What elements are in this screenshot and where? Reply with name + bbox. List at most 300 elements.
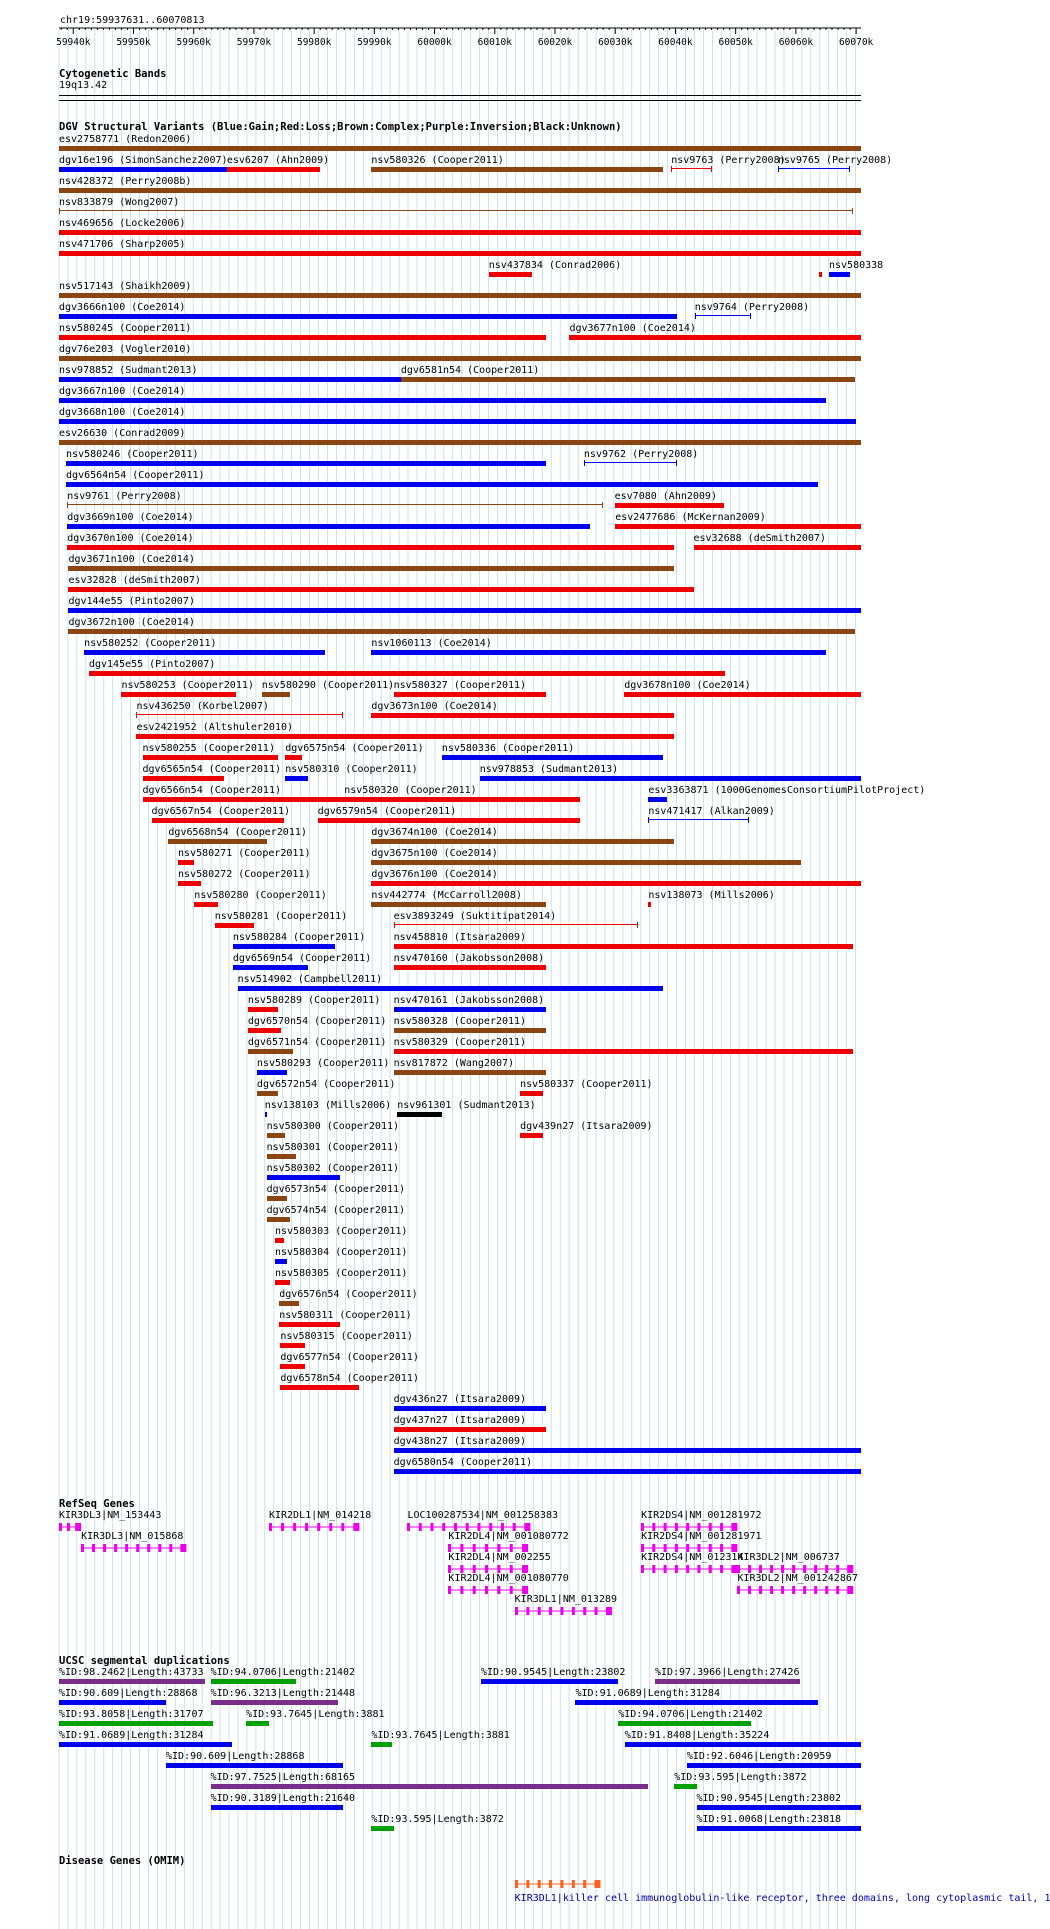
segdup-bar[interactable]: [371, 1826, 393, 1831]
segdup-bar[interactable]: [246, 1721, 269, 1726]
variant-label[interactable]: nsv580284 (Cooper2011): [232, 932, 366, 943]
variant-bar[interactable]: [215, 923, 254, 928]
gene-model[interactable]: [515, 1605, 614, 1617]
variant-bar[interactable]: [394, 1448, 861, 1453]
variant-label[interactable]: dgv3668n100 (Coe2014): [59, 407, 186, 418]
variant-bar[interactable]: [248, 1049, 293, 1054]
variant-label[interactable]: nsv580338: [829, 260, 884, 271]
variant-label[interactable]: nsv580327 (Cooper2011): [393, 680, 527, 691]
segdup-label[interactable]: %ID:90.609|Length:28868: [59, 1688, 198, 1699]
variant-label[interactable]: dgv3666n100 (Coe2014): [59, 302, 186, 313]
variant-label[interactable]: esv26630 (Conrad2009): [59, 428, 186, 439]
variant-bar[interactable]: [59, 377, 401, 382]
variant-label[interactable]: nsv580311 (Cooper2011): [279, 1310, 412, 1321]
variant-bar[interactable]: [194, 902, 217, 907]
gene-exon: [572, 1607, 575, 1615]
variant-bar[interactable]: [318, 818, 581, 823]
variant-label[interactable]: esv2758771 (Redon2006): [59, 134, 192, 145]
scale-ruler[interactable]: [0, 24, 890, 54]
variant-label[interactable]: nsv138073 (Mills2006): [648, 890, 775, 901]
gene-label[interactable]: KIR2DS4|NM_001281972: [641, 1510, 762, 1521]
variant-label[interactable]: nsv580293 (Cooper2011): [256, 1058, 390, 1069]
variant-bar[interactable]: [267, 1133, 286, 1138]
variant-bar[interactable]: [59, 356, 861, 361]
variant-bar[interactable]: [275, 1238, 284, 1243]
variant-bar[interactable]: [371, 713, 674, 718]
variant-bar[interactable]: [66, 482, 818, 487]
variant-bar[interactable]: [344, 797, 580, 802]
variant-bar[interactable]: [67, 524, 590, 529]
variant-bar[interactable]: [394, 1406, 546, 1411]
variant-bar[interactable]: [648, 819, 749, 820]
gene-label[interactable]: KIR2DS4|NM_012314: [641, 1552, 744, 1563]
variant-bar[interactable]: [279, 1322, 340, 1327]
variant-label[interactable]: dgv3667n100 (Coe2014): [59, 386, 186, 397]
variant-label[interactable]: nsv9761 (Perry2008): [67, 491, 182, 502]
variant-label[interactable]: nsv428372 (Perry2008b): [59, 176, 192, 187]
variant-bar[interactable]: [227, 167, 320, 172]
variant-label[interactable]: dgv3672n100 (Coe2014): [68, 617, 195, 628]
variant-label[interactable]: nsv580252 (Cooper2011): [84, 638, 217, 649]
variant-bar[interactable]: [238, 986, 664, 991]
variant-bar[interactable]: [285, 776, 308, 781]
variant-bar[interactable]: [267, 1154, 297, 1159]
segdup-label[interactable]: %ID:90.9545|Length:23802: [480, 1667, 626, 1678]
variant-label[interactable]: nsv580315 (Cooper2011): [280, 1331, 413, 1342]
variant-bar[interactable]: [648, 797, 667, 802]
gene-label[interactable]: KIR2DL4|NM_001080770: [448, 1573, 569, 1584]
gene-exon: [731, 1544, 737, 1552]
variant-label[interactable]: nsv580300 (Cooper2011): [266, 1121, 400, 1132]
variant-label[interactable]: dgv6581n54 (Cooper2011): [400, 365, 540, 376]
segdup-label[interactable]: %ID:92.6046|Length:20959: [686, 1751, 832, 1762]
segdup-label[interactable]: %ID:94.0706|Length:21402: [618, 1709, 763, 1720]
segdup-label[interactable]: %ID:90.9545|Length:23802: [696, 1793, 842, 1804]
variant-bar[interactable]: [520, 1133, 543, 1138]
variant-bar[interactable]: [615, 503, 724, 508]
cytoband-label[interactable]: 19q13.42: [59, 80, 108, 91]
variant-bar[interactable]: [121, 692, 235, 697]
variant-label[interactable]: esv3893249 (Suktitipat2014): [393, 911, 557, 922]
variant-bar[interactable]: [280, 1364, 305, 1369]
variant-bar[interactable]: [671, 168, 711, 169]
segdup-bar[interactable]: [211, 1784, 649, 1789]
variant-bar[interactable]: [178, 881, 201, 886]
variant-bar[interactable]: [275, 1259, 287, 1264]
gene-exon: [510, 1544, 513, 1552]
variant-label[interactable]: nsv580328 (Cooper2011): [393, 1016, 527, 1027]
variant-label[interactable]: dgv6578n54 (Cooper2011): [280, 1373, 419, 1384]
variant-bar[interactable]: [694, 545, 861, 550]
gene-model[interactable]: [59, 1521, 83, 1533]
gene-model[interactable]: [269, 1521, 361, 1533]
variant-label[interactable]: esv7080 (Ahn2009): [614, 491, 717, 502]
segdup-bar[interactable]: [211, 1805, 343, 1810]
variant-label[interactable]: dgv439n27 (Itsara2009): [520, 1121, 653, 1132]
variant-label[interactable]: nsv580310 (Cooper2011): [285, 764, 418, 775]
variant-label[interactable]: nsv9765 (Perry2008): [777, 155, 893, 166]
segdup-bar[interactable]: [166, 1763, 343, 1768]
variant-bar[interactable]: [68, 608, 861, 613]
variant-label[interactable]: dgv3673n100 (Coe2014): [371, 701, 498, 712]
variant-label[interactable]: esv32828 (deSmith2007): [68, 575, 201, 586]
variant-bar[interactable]: [233, 965, 308, 970]
omim-label[interactable]: KIR3DL1|killer cell immunoglobulin-like receptor, three domains, long cytoplasmic tail, 1: [514, 1893, 1050, 1904]
segdup-label[interactable]: %ID:96.3213|Length:21448: [210, 1688, 356, 1699]
variant-label[interactable]: nsv580301 (Cooper2011): [266, 1142, 400, 1153]
variant-bar[interactable]: [143, 755, 278, 760]
ruler-tick-label: 59990k: [357, 37, 392, 48]
segdup-bar[interactable]: [371, 1742, 392, 1747]
segdup-label[interactable]: %ID:91.8408|Length:35224: [624, 1730, 770, 1741]
variant-bar[interactable]: [68, 587, 693, 592]
variant-label[interactable]: dgv76e203 (Vogler2010): [59, 344, 192, 355]
variant-bar[interactable]: [59, 210, 853, 211]
variant-label[interactable]: dgv3671n100 (Coe2014): [68, 554, 195, 565]
variant-label[interactable]: nsv978852 (Sudmant2013): [59, 365, 198, 376]
variant-label[interactable]: dgv6574n54 (Cooper2011): [266, 1205, 406, 1216]
variant-bar[interactable]: [136, 734, 674, 739]
variant-bar[interactable]: [394, 1469, 861, 1474]
variant-label[interactable]: nsv961301 (Sudmant2013): [397, 1100, 536, 1111]
gene-exon: [652, 1523, 655, 1531]
variant-label[interactable]: nsv471417 (Alkan2009): [648, 806, 775, 817]
variant-bar[interactable]: [59, 146, 861, 151]
variant-bar[interactable]: [59, 398, 826, 403]
variant-label[interactable]: dgv6580n54 (Cooper2011): [393, 1457, 533, 1468]
segdup-bar[interactable]: [59, 1679, 205, 1684]
gene-exon: [748, 1565, 751, 1573]
variant-label[interactable]: nsv580305 (Cooper2011): [274, 1268, 408, 1279]
variant-bar[interactable]: [84, 650, 325, 655]
segdup-bar[interactable]: [697, 1826, 861, 1831]
gene-model[interactable]: [641, 1563, 739, 1575]
variant-label[interactable]: nsv436250 (Korbel2007): [136, 701, 269, 712]
variant-label[interactable]: dgv3669n100 (Coe2014): [67, 512, 194, 523]
variant-bar[interactable]: [394, 692, 546, 697]
variant-label[interactable]: nsv580329 (Cooper2011): [393, 1037, 527, 1048]
variant-bar[interactable]: [136, 714, 343, 715]
variant-label[interactable]: nsv517143 (Shaikh2009): [59, 281, 192, 292]
variant-label[interactable]: dgv6576n54 (Cooper2011): [279, 1289, 418, 1300]
variant-label[interactable]: esv32688 (deSmith2007): [693, 533, 826, 544]
variant-bar[interactable]: [648, 902, 650, 907]
variant-label[interactable]: dgv6567n54 (Cooper2011): [151, 806, 291, 817]
variant-bar[interactable]: [67, 504, 603, 505]
variant-label[interactable]: nsv471706 (Sharp2005): [59, 239, 186, 250]
segdup-bar[interactable]: [211, 1700, 339, 1705]
variant-bar[interactable]: [143, 797, 345, 802]
segdup-label[interactable]: %ID:90.609|Length:28868: [166, 1751, 305, 1762]
variant-label[interactable]: dgv436n27 (Itsara2009): [393, 1394, 527, 1405]
variant-bar[interactable]: [394, 944, 853, 949]
variant-bar[interactable]: [624, 692, 861, 697]
variant-label[interactable]: dgv438n27 (Itsara2009): [393, 1436, 527, 1447]
variant-bar[interactable]: [394, 1049, 853, 1054]
variant-bar[interactable]: [59, 419, 856, 424]
dgv-track-title[interactable]: DGV Structural Variants (Blue:Gain;Red:Loss;Brown:Complex;Purple:Inversion;Black:Unknown): [59, 121, 622, 133]
variant-label[interactable]: nsv580280 (Cooper2011): [194, 890, 327, 901]
segdup-label[interactable]: %ID:91.0689|Length:31284: [59, 1730, 204, 1741]
segdup-bar[interactable]: [481, 1679, 618, 1684]
variant-bar[interactable]: [371, 839, 674, 844]
variant-bar[interactable]: [394, 924, 638, 925]
variant-bar[interactable]: [59, 167, 227, 172]
variant-label[interactable]: dgv6575n54 (Cooper2011): [285, 743, 424, 754]
variant-bar[interactable]: [265, 1112, 267, 1117]
segdup-bar[interactable]: [674, 1784, 696, 1789]
variant-label[interactable]: nsv580337 (Cooper2011): [520, 1079, 653, 1090]
variant-bar[interactable]: [279, 1301, 299, 1306]
variant-bar[interactable]: [59, 230, 861, 235]
gene-label[interactable]: KIR2DL4|NM_001080772: [448, 1531, 569, 1542]
variant-bar[interactable]: [152, 818, 284, 823]
variant-label[interactable]: nsv580320 (Cooper2011): [344, 785, 477, 796]
variant-label[interactable]: esv2421952 (Altshuler2010): [136, 722, 294, 733]
variant-label[interactable]: nsv580303 (Cooper2011): [274, 1226, 408, 1237]
segdup-bar[interactable]: [59, 1700, 166, 1705]
segdup-label[interactable]: %ID:91.0068|Length:23818: [696, 1814, 842, 1825]
segdup-bar[interactable]: [697, 1805, 861, 1810]
segdup-label[interactable]: %ID:91.0689|Length:31284: [575, 1688, 720, 1699]
variant-label[interactable]: dgv6569n54 (Cooper2011): [232, 953, 372, 964]
gene-label[interactable]: KIR3DL3|NM_153443: [59, 1510, 162, 1521]
variant-label[interactable]: nsv580281 (Cooper2011): [214, 911, 348, 922]
variant-label[interactable]: dgv3677n100 (Coe2014): [569, 323, 696, 334]
refseq-track-title[interactable]: RefSeq Genes: [59, 1498, 135, 1510]
variant-bar[interactable]: [68, 629, 855, 634]
variant-label[interactable]: nsv580289 (Cooper2011): [247, 995, 381, 1006]
segdup-bar[interactable]: [59, 1742, 232, 1747]
variant-label[interactable]: dgv3676n100 (Coe2014): [371, 869, 498, 880]
segdup-bar[interactable]: [618, 1721, 750, 1726]
variant-bar[interactable]: [280, 1385, 359, 1390]
variant-bar[interactable]: [143, 776, 224, 781]
variant-label[interactable]: nsv138103 (Mills2006): [264, 1100, 392, 1111]
segdup-track-title[interactable]: UCSC segmental duplications: [59, 1655, 230, 1667]
variant-label[interactable]: nsv580246 (Cooper2011): [66, 449, 199, 460]
variant-bar[interactable]: [66, 461, 546, 466]
variant-bar[interactable]: [178, 860, 194, 865]
variant-bar[interactable]: [584, 462, 677, 463]
variant-bar[interactable]: [275, 1280, 290, 1285]
variant-label[interactable]: dgv3675n100 (Coe2014): [371, 848, 498, 859]
variant-bar-endcap: [695, 313, 696, 319]
variant-label[interactable]: dgv16e196 (SimonSanchez2007): [59, 155, 228, 166]
variant-bar[interactable]: [67, 545, 674, 550]
segdup-label[interactable]: %ID:97.3966|Length:27426: [654, 1667, 800, 1678]
variant-bar[interactable]: [267, 1175, 340, 1180]
segdup-bar[interactable]: [687, 1763, 861, 1768]
variant-bar[interactable]: [394, 1028, 546, 1033]
segdup-bar[interactable]: [59, 1721, 213, 1726]
variant-bar[interactable]: [257, 1070, 287, 1075]
variant-bar[interactable]: [371, 860, 800, 865]
variant-bar[interactable]: [285, 755, 302, 760]
variant-bar[interactable]: [257, 1091, 278, 1096]
omim-track-title[interactable]: Disease Genes (OMIM): [59, 1855, 186, 1867]
variant-bar[interactable]: [401, 377, 855, 382]
segdup-label[interactable]: %ID:94.0706|Length:21402: [210, 1667, 356, 1678]
variant-label[interactable]: dgv145e55 (Pinto2007): [88, 659, 216, 670]
variant-label[interactable]: dgv3670n100 (Coe2014): [67, 533, 194, 544]
variant-label[interactable]: nsv978853 (Sudmant2013): [479, 764, 619, 775]
variant-label[interactable]: nsv580290 (Cooper2011): [261, 680, 395, 691]
variant-label[interactable]: dgv6571n54 (Cooper2011): [247, 1037, 387, 1048]
gene-exon: [815, 1565, 818, 1573]
variant-bar[interactable]: [371, 881, 861, 886]
segdup-label[interactable]: %ID:98.2462|Length:43733: [59, 1667, 204, 1678]
variant-label[interactable]: nsv580336 (Cooper2011): [441, 743, 575, 754]
variant-bar[interactable]: [442, 755, 664, 760]
variant-label[interactable]: dgv6579n54 (Cooper2011): [317, 806, 457, 817]
variant-label[interactable]: dgv6565n54 (Cooper2011): [142, 764, 281, 775]
variant-bar[interactable]: [89, 671, 725, 676]
variant-bar[interactable]: [569, 335, 861, 340]
gene-label[interactable]: KIR3DL1|NM_013289: [514, 1594, 618, 1605]
segdup-bar[interactable]: [655, 1679, 800, 1684]
segdup-label[interactable]: %ID:93.8058|Length:31707: [59, 1709, 204, 1720]
variant-bar[interactable]: [59, 335, 546, 340]
variant-bar[interactable]: [248, 1028, 281, 1033]
gene-model[interactable]: [81, 1542, 188, 1554]
segdup-bar[interactable]: [211, 1679, 297, 1684]
variant-label[interactable]: esv6207 (Ahn2009): [226, 155, 330, 166]
gene-model[interactable]: [737, 1584, 855, 1596]
gene-label[interactable]: KIR2DL4|NM_002255: [448, 1552, 551, 1563]
variant-label[interactable]: dgv3674n100 (Coe2014): [371, 827, 498, 838]
gene-exon: [748, 1586, 751, 1594]
variant-bar[interactable]: [397, 1112, 442, 1117]
variant-label[interactable]: dgv6570n54 (Cooper2011): [247, 1016, 387, 1027]
variant-bar[interactable]: [59, 188, 861, 193]
variant-label[interactable]: nsv514902 (Campbell2011): [237, 974, 383, 985]
variant-label[interactable]: nsv1060113 (Coe2014): [371, 638, 492, 649]
gene-exon: [293, 1523, 296, 1531]
gene-label[interactable]: LOC100287534|NM_001258383: [407, 1510, 558, 1521]
gene-exon: [698, 1523, 701, 1531]
segdup-label[interactable]: %ID:93.595|Length:3872: [371, 1814, 504, 1825]
ruler-tick-label: 59960k: [176, 37, 211, 48]
variant-label[interactable]: nsv580271 (Cooper2011): [178, 848, 311, 859]
variant-bar[interactable]: [778, 168, 850, 169]
gene-label[interactable]: KIR3DL2|NM_006737: [737, 1552, 840, 1563]
variant-label[interactable]: nsv580245 (Cooper2011): [59, 323, 192, 334]
variant-bar[interactable]: [520, 1091, 543, 1096]
variant-label[interactable]: nsv437834 (Conrad2006): [488, 260, 622, 271]
variant-label[interactable]: nsv580302 (Cooper2011): [266, 1163, 400, 1174]
segdup-label[interactable]: %ID:93.7645|Length:3881: [246, 1709, 385, 1720]
variant-bar[interactable]: [280, 1343, 305, 1348]
variant-bar[interactable]: [819, 272, 822, 277]
variant-bar[interactable]: [371, 650, 826, 655]
variant-label[interactable]: nsv442774 (McCarroll2008): [371, 890, 522, 901]
variant-label[interactable]: nsv469656 (Locke2006): [59, 218, 186, 229]
variant-label[interactable]: dgv6573n54 (Cooper2011): [266, 1184, 406, 1195]
variant-bar[interactable]: [615, 524, 861, 529]
segdup-bar[interactable]: [575, 1700, 817, 1705]
variant-label[interactable]: nsv580255 (Cooper2011): [142, 743, 275, 754]
cytoband-track-title[interactable]: Cytogenetic Bands: [59, 68, 167, 80]
variant-label[interactable]: nsv9763 (Perry2008): [671, 155, 786, 166]
gene-label[interactable]: KIR3DL2|NM_001242867: [737, 1573, 858, 1584]
variant-bar[interactable]: [489, 272, 532, 277]
variant-bar[interactable]: [168, 839, 267, 844]
gene-exon: [103, 1544, 106, 1552]
variant-label[interactable]: nsv9764 (Perry2008): [694, 302, 810, 313]
variant-label[interactable]: nsv580326 (Cooper2011): [371, 155, 504, 166]
gene-exon: [67, 1523, 70, 1531]
variant-bar[interactable]: [394, 965, 546, 970]
variant-label[interactable]: dgv6572n54 (Cooper2011): [256, 1079, 396, 1090]
gene-exon: [498, 1586, 501, 1594]
variant-bar-endcap: [676, 460, 677, 466]
gene-exon: [641, 1544, 644, 1552]
segdup-label[interactable]: %ID:93.7645|Length:3881: [371, 1730, 510, 1741]
variant-bar[interactable]: [394, 1070, 546, 1075]
variant-label[interactable]: dgv6564n54 (Cooper2011): [66, 470, 205, 481]
gene-label[interactable]: KIR2DS4|NM_001281971: [641, 1531, 762, 1542]
variant-bar[interactable]: [480, 776, 861, 781]
segdup-label[interactable]: %ID:93.595|Length:3872: [674, 1772, 807, 1783]
ruler-tick-label: 60040k: [658, 37, 693, 48]
gene-label[interactable]: KIR3DL3|NM_015868: [81, 1531, 184, 1542]
variant-bar[interactable]: [248, 1007, 278, 1012]
variant-bar[interactable]: [829, 272, 850, 277]
variant-label[interactable]: nsv817872 (Wang2007): [393, 1058, 515, 1069]
gene-exon: [826, 1565, 829, 1573]
variant-bar[interactable]: [695, 315, 751, 316]
variant-bar[interactable]: [59, 314, 677, 319]
variant-bar[interactable]: [371, 167, 663, 172]
variant-label[interactable]: dgv3678n100 (Coe2014): [624, 680, 751, 691]
variant-bar[interactable]: [394, 1007, 546, 1012]
variant-label[interactable]: dgv6568n54 (Cooper2011): [168, 827, 307, 838]
variant-label[interactable]: nsv9762 (Perry2008): [583, 449, 699, 460]
variant-label[interactable]: nsv470161 (Jakobsson2008): [393, 995, 545, 1006]
variant-bar[interactable]: [371, 902, 546, 907]
variant-bar[interactable]: [68, 566, 674, 571]
gene-label[interactable]: KIR2DL1|NM_014218: [268, 1510, 372, 1521]
variant-label[interactable]: nsv580272 (Cooper2011): [178, 869, 311, 880]
segdup-bar[interactable]: [625, 1742, 861, 1747]
variant-label[interactable]: dgv437n27 (Itsara2009): [393, 1415, 527, 1426]
variant-bar[interactable]: [267, 1217, 290, 1222]
variant-bar[interactable]: [59, 440, 861, 445]
gene-exon: [136, 1544, 139, 1552]
omim-gene-model[interactable]: [515, 1878, 603, 1890]
variant-bar[interactable]: [394, 1427, 546, 1432]
variant-label[interactable]: nsv470160 (Jakobsson2008): [393, 953, 545, 964]
variant-label[interactable]: dgv6566n54 (Cooper2011): [142, 785, 281, 796]
variant-label[interactable]: nsv833879 (Wong2007): [59, 197, 180, 208]
variant-label[interactable]: esv3363871 (1000GenomesConsortiumPilotProject): [648, 785, 926, 796]
variant-bar[interactable]: [59, 293, 861, 298]
variant-bar[interactable]: [59, 251, 861, 256]
variant-label[interactable]: dgv6577n54 (Cooper2011): [280, 1352, 419, 1363]
segdup-label[interactable]: %ID:90.3189|Length:21640: [210, 1793, 356, 1804]
variant-bar[interactable]: [267, 1196, 287, 1201]
variant-bar[interactable]: [233, 944, 335, 949]
variant-label[interactable]: nsv580253 (Cooper2011): [121, 680, 254, 691]
variant-label[interactable]: esv2477686 (McKernan2009): [615, 512, 766, 523]
gene-exon: [341, 1523, 344, 1531]
variant-label[interactable]: nsv580304 (Cooper2011): [274, 1247, 408, 1258]
segdup-label[interactable]: %ID:97.7525|Length:68165: [210, 1772, 356, 1783]
variant-label[interactable]: dgv144e55 (Pinto2007): [68, 596, 195, 607]
variant-bar[interactable]: [262, 692, 290, 697]
variant-label[interactable]: nsv458810 (Itsara2009): [393, 932, 527, 943]
